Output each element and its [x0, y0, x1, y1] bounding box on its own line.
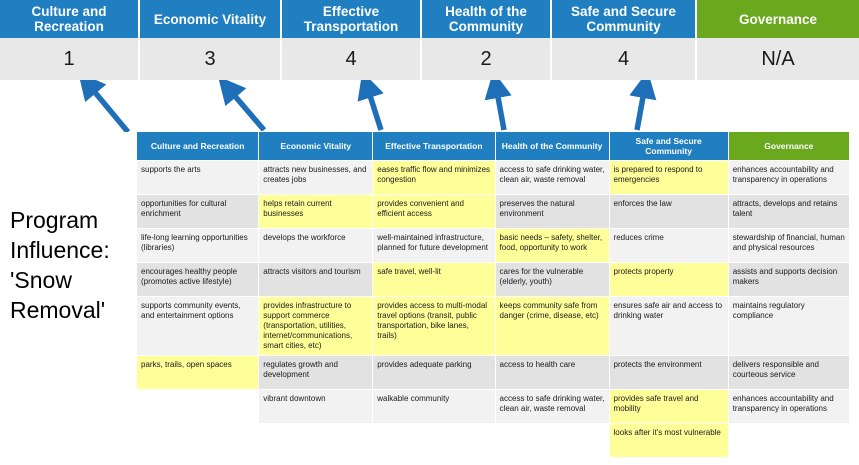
priority-score-3: 2 [422, 38, 552, 80]
table-row [137, 229, 850, 263]
matrix-cell-r3-c2: safe travel, well-lit [373, 263, 495, 297]
matrix-cell-r2-c0: life-long learning opportunities (libraries) [137, 229, 259, 263]
matrix-cell-r0-c5: enhances accountability and transparency in operations [728, 161, 849, 195]
matrix-cell-r4-c4: ensures safe air and access to drinking water [609, 297, 728, 356]
caption-line-1: Program [10, 207, 99, 233]
matrix-cell-r6-c0 [137, 390, 259, 424]
matrix-cell-r7-c5 [728, 424, 849, 458]
priority-header-5: Governance [697, 0, 859, 38]
matrix-body [137, 161, 850, 458]
matrix-cell-r5-c5: delivers responsible and courteous service [728, 356, 849, 390]
matrix-header-2: Effective Transportation [373, 132, 495, 161]
matrix-cell-r3-c1: attracts visitors and tourism [259, 263, 373, 297]
matrix-cell-r1-c0: opportunities for cultural enrichment [137, 195, 259, 229]
table-row [137, 356, 850, 390]
priority-score-band [0, 38, 859, 80]
matrix-cell-r7-c3 [495, 424, 609, 458]
priority-header-1: Economic Vitality [140, 0, 282, 38]
matrix-cell-r4-c3: keeps community safe from danger (crime, disease, etc) [495, 297, 609, 356]
priority-header-4: Safe and Secure Community [552, 0, 697, 38]
caption-line-4: Removal' [10, 297, 106, 323]
matrix-header-3: Health of the Community [495, 132, 609, 161]
priority-score-0: 1 [0, 38, 140, 80]
matrix-cell-r6-c2: walkable community [373, 390, 495, 424]
matrix-cell-r4-c5: maintains regulatory compliance [728, 297, 849, 356]
matrix-header-row [137, 132, 850, 161]
matrix-cell-r4-c1: provides infrastructure to support commerce (transportation, utilities, internet/communications, smart cities, etc) [259, 297, 373, 356]
table-row [137, 263, 850, 297]
arrow-economic-vitality [228, 88, 264, 130]
matrix-cell-r5-c1: regulates growth and development [259, 356, 373, 390]
matrix-cell-r1-c3: preserves the natural environment [495, 195, 609, 229]
matrix-cell-r3-c3: cares for the vulnerable (elderly, youth) [495, 263, 609, 297]
caption-line-2: Influence: [10, 237, 110, 263]
program-influence-caption [10, 205, 135, 325]
priority-score-2: 4 [282, 38, 422, 80]
priority-score-1: 3 [140, 38, 282, 80]
matrix-cell-r5-c0: parks, trails, open spaces [137, 356, 259, 390]
table-row [137, 424, 850, 458]
matrix-cell-r1-c4: enforces the law [609, 195, 728, 229]
matrix-cell-r0-c0: supports the arts [137, 161, 259, 195]
matrix-cell-r7-c0 [137, 424, 259, 458]
matrix-cell-r0-c2: eases traffic flow and minimizes congestion [373, 161, 495, 195]
matrix-cell-r0-c1: attracts new businesses, and creates jobs [259, 161, 373, 195]
priority-header-3: Health of the Community [422, 0, 552, 38]
table-row [137, 195, 850, 229]
matrix-header-1: Economic Vitality [259, 132, 373, 161]
matrix-header-5: Governance [728, 132, 849, 161]
matrix-cell-r3-c4: protects property [609, 263, 728, 297]
matrix-cell-r2-c3: basic needs – safety, shelter, food, opportunity to work [495, 229, 609, 263]
priority-score-5: N/A [697, 38, 859, 80]
table-row [137, 390, 850, 424]
arrow-group [0, 80, 859, 132]
priority-header-2: Effective Transportation [282, 0, 422, 38]
matrix-cell-r1-c1: helps retain current businesses [259, 195, 373, 229]
matrix-cell-r3-c5: assists and supports decision makers [728, 263, 849, 297]
matrix-cell-r0-c4: is prepared to respond to emergencies [609, 161, 728, 195]
matrix-cell-r0-c3: access to safe drinking water, clean air, waste removal [495, 161, 609, 195]
matrix-cell-r5-c3: access to health care [495, 356, 609, 390]
matrix-cell-r2-c2: well-maintained infrastructure, planned for future development [373, 229, 495, 263]
matrix-cell-r6-c4: provides safe travel and mobility [609, 390, 728, 424]
matrix-cell-r2-c1: develops the workforce [259, 229, 373, 263]
table-row [137, 161, 850, 195]
matrix-cell-r4-c0: supports community events, and entertainment options [137, 297, 259, 356]
matrix-cell-r7-c1 [259, 424, 373, 458]
arrow-health-community [496, 86, 504, 130]
matrix-cell-r1-c5: attracts, develops and retains talent [728, 195, 849, 229]
matrix-cell-r2-c5: stewardship of financial, human and physical resources [728, 229, 849, 263]
arrow-culture-recreation [88, 84, 128, 132]
arrow-safe-secure-community [637, 86, 645, 130]
matrix-cell-r6-c1: vibrant downtown [259, 390, 373, 424]
matrix-cell-r5-c2: provides adequate parking [373, 356, 495, 390]
matrix-cell-r7-c2 [373, 424, 495, 458]
matrix-cell-r3-c0: encourages healthy people (promotes active lifestyle) [137, 263, 259, 297]
priority-score-4: 4 [552, 38, 697, 80]
influence-matrix [136, 131, 850, 458]
matrix-cell-r7-c4: looks after it's most vulnerable [609, 424, 728, 458]
matrix-cell-r2-c4: reduces crime [609, 229, 728, 263]
matrix-cell-r6-c3: access to safe drinking water, clean air, waste removal [495, 390, 609, 424]
arrows-svg [0, 80, 859, 132]
matrix-cell-r6-c5: enhances accountability and transparency in operations [728, 390, 849, 424]
matrix-header-4: Safe and Secure Community [609, 132, 728, 161]
table-row [137, 297, 850, 356]
matrix-cell-r5-c4: protects the environment [609, 356, 728, 390]
caption-line-3: 'Snow [10, 267, 72, 293]
matrix-cell-r4-c2: provides access to multi-modal travel options (transit, public transportation, bike lanes, trails) [373, 297, 495, 356]
priority-header-band [0, 0, 859, 38]
arrow-effective-transportation [367, 86, 381, 130]
priority-header-0: Culture and Recreation [0, 0, 140, 38]
matrix-header-0: Culture and Recreation [137, 132, 259, 161]
matrix-cell-r1-c2: provides convenient and efficient access [373, 195, 495, 229]
